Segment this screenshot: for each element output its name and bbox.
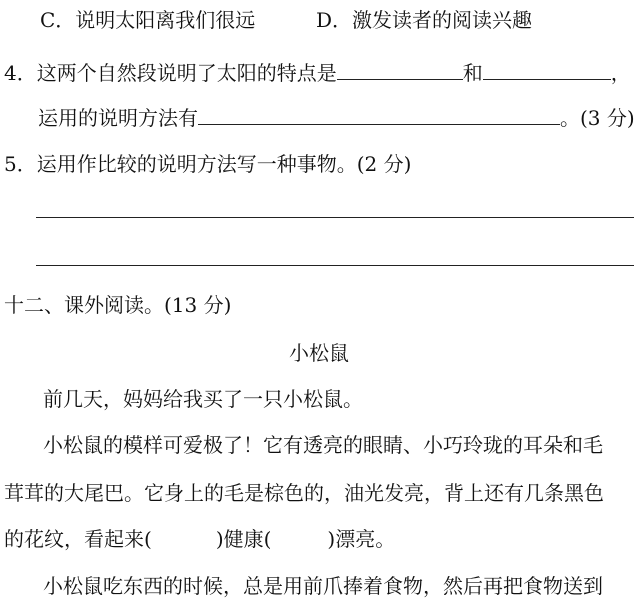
q4-comma: ，	[610, 61, 631, 85]
answer-blank-2[interactable]	[483, 59, 611, 80]
answer-line-2[interactable]	[36, 265, 634, 266]
paragraph-2-line-1: 小松鼠的模样可爱极了！它有透亮的眼睛、小巧玲珑的耳朵和毛	[43, 433, 603, 457]
section-heading: 十二、课外阅读。(13 分)	[4, 293, 232, 317]
question-5: 5．运用作比较的说明方法写一种事物。(2 分)	[4, 152, 412, 176]
q4-line2-suffix: 。(3 分)	[560, 106, 635, 130]
answer-blank-3[interactable]	[198, 104, 560, 125]
passage-title: 小松鼠	[289, 341, 349, 365]
q4-and: 和	[462, 61, 483, 85]
q4-line2-prefix: 运用的说明方法有	[38, 106, 198, 130]
answer-line-1[interactable]	[36, 217, 634, 218]
paragraph-3-line-1: 小松鼠吃东西的时候，总是用前爪捧着食物，然后再把食物送到	[43, 574, 603, 598]
paragraph-2-line-2: 茸茸的大尾巴。它身上的毛是棕色的，油光发亮，背上还有几条黑色	[4, 481, 604, 505]
option-d: D．激发读者的阅读兴趣	[316, 8, 533, 32]
p2-l3-part-c: )漂亮。	[327, 527, 396, 551]
question-4	[4, 59, 631, 85]
paragraph-1: 前几天，妈妈给我买了一只小松鼠。	[43, 387, 363, 411]
p2-l3-part-a: 的花纹，看起来(	[4, 527, 152, 551]
q4-prefix: 4．这两个自然段说明了太阳的特点是	[4, 61, 337, 85]
question-4-methods	[38, 104, 635, 130]
answer-blank-1[interactable]	[337, 59, 463, 80]
option-c: C．说明太阳离我们很远	[40, 8, 256, 32]
paragraph-2-line-3	[4, 527, 395, 551]
p2-l3-part-b: )健康(	[215, 527, 272, 551]
